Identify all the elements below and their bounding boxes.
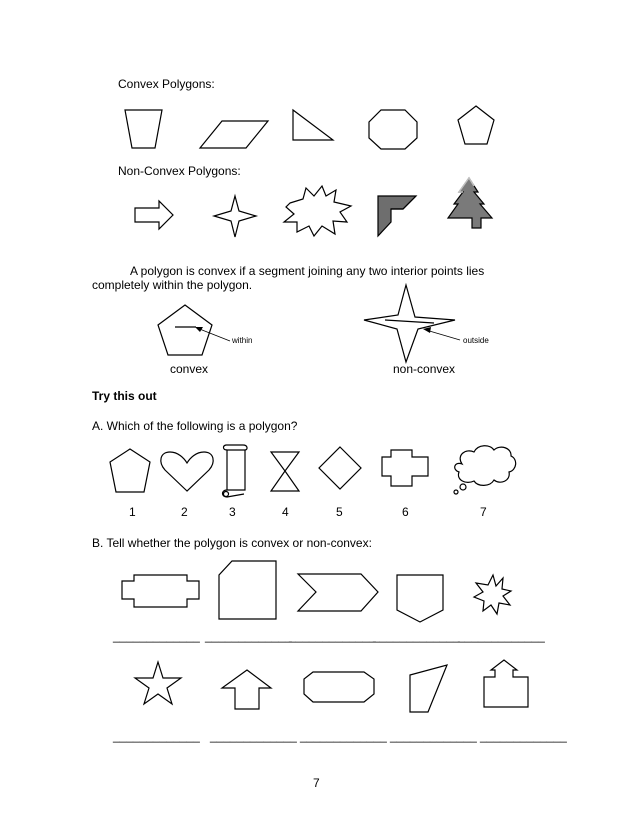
pentagon-shape (458, 106, 494, 144)
answer-blank-b9[interactable]: _____________ (390, 729, 477, 743)
b5-explosion-shape (474, 575, 511, 614)
right-triangle-shape (293, 110, 333, 140)
non-convex-caption: non-convex (393, 362, 456, 376)
answer-blank-b7[interactable]: _____________ (210, 729, 297, 743)
outside-label: outside (463, 336, 489, 345)
choice-cloud-shape (454, 446, 516, 494)
answer-blank-b8[interactable]: _____________ (300, 729, 387, 743)
choice-number-4: 4 (282, 505, 289, 519)
answer-blank-b2[interactable]: _____________ (205, 629, 292, 643)
answer-blank-b5[interactable]: _____________ (458, 629, 545, 643)
choice-pentagon-shape (110, 449, 150, 492)
explosion-shape (284, 186, 351, 236)
choice-cross-shape (382, 450, 428, 486)
answer-blank-b3[interactable]: _____________ (289, 629, 376, 643)
b7-arrow-up-shape (222, 670, 271, 709)
outside-pointer (426, 330, 460, 340)
parallelogram-shape (200, 121, 268, 148)
b6-star-shape (135, 662, 181, 704)
chevron-corner-shape (378, 196, 416, 236)
answer-blank-b4[interactable]: _____________ (373, 629, 460, 643)
question-b: B. Tell whether the polygon is convex or non-convex: (92, 536, 372, 550)
answer-blank-b10[interactable]: _____________ (480, 729, 567, 743)
convex-pentagon-shape (158, 305, 212, 355)
arrow-shape (135, 201, 173, 229)
answer-blank-b1[interactable]: _____________ (113, 629, 200, 643)
b4-shield-shape (397, 575, 443, 622)
choice-number-3: 3 (229, 505, 236, 519)
choice-scroll-shape (223, 445, 248, 497)
non-convex-polygons-heading: Non-Convex Polygons: (118, 164, 241, 178)
choice-heart-shape (161, 452, 213, 491)
four-point-star-shape (214, 196, 256, 237)
b10-arrow-box-shape (484, 660, 528, 707)
page-number: 7 (313, 776, 320, 790)
section-title: Try this out (92, 389, 157, 403)
within-label: within (232, 336, 253, 345)
b2-cut-corner-square-shape (219, 561, 276, 619)
convex-caption: convex (170, 362, 209, 376)
answer-blank-b6[interactable]: _____________ (113, 729, 200, 743)
b9-triangle-shape (410, 665, 447, 712)
b1-notched-rectangle-shape (122, 575, 199, 607)
choice-number-5: 5 (336, 505, 343, 519)
choice-diamond-shape (319, 447, 361, 489)
choice-hourglass-shape (271, 452, 299, 491)
choice-number-1: 1 (129, 505, 136, 519)
definition-text-line2: completely within the polygon. (92, 278, 253, 292)
b3-chevron-arrow-shape (298, 574, 378, 611)
convex-polygons-heading: Convex Polygons: (118, 77, 215, 91)
definition-text-line1: A polygon is convex if a segment joining any two interior points lies (130, 264, 485, 278)
octagon-shape (369, 110, 417, 149)
non-convex-star-shape (364, 285, 455, 362)
b8-rounded-octagon-shape (304, 672, 374, 702)
choice-number-6: 6 (402, 505, 409, 519)
choice-number-2: 2 (181, 505, 188, 519)
choice-number-7: 7 (480, 505, 487, 519)
trapezoid-shape (125, 110, 162, 148)
tree-shape (448, 178, 492, 228)
question-a: A. Which of the following is a polygon? (92, 419, 298, 433)
